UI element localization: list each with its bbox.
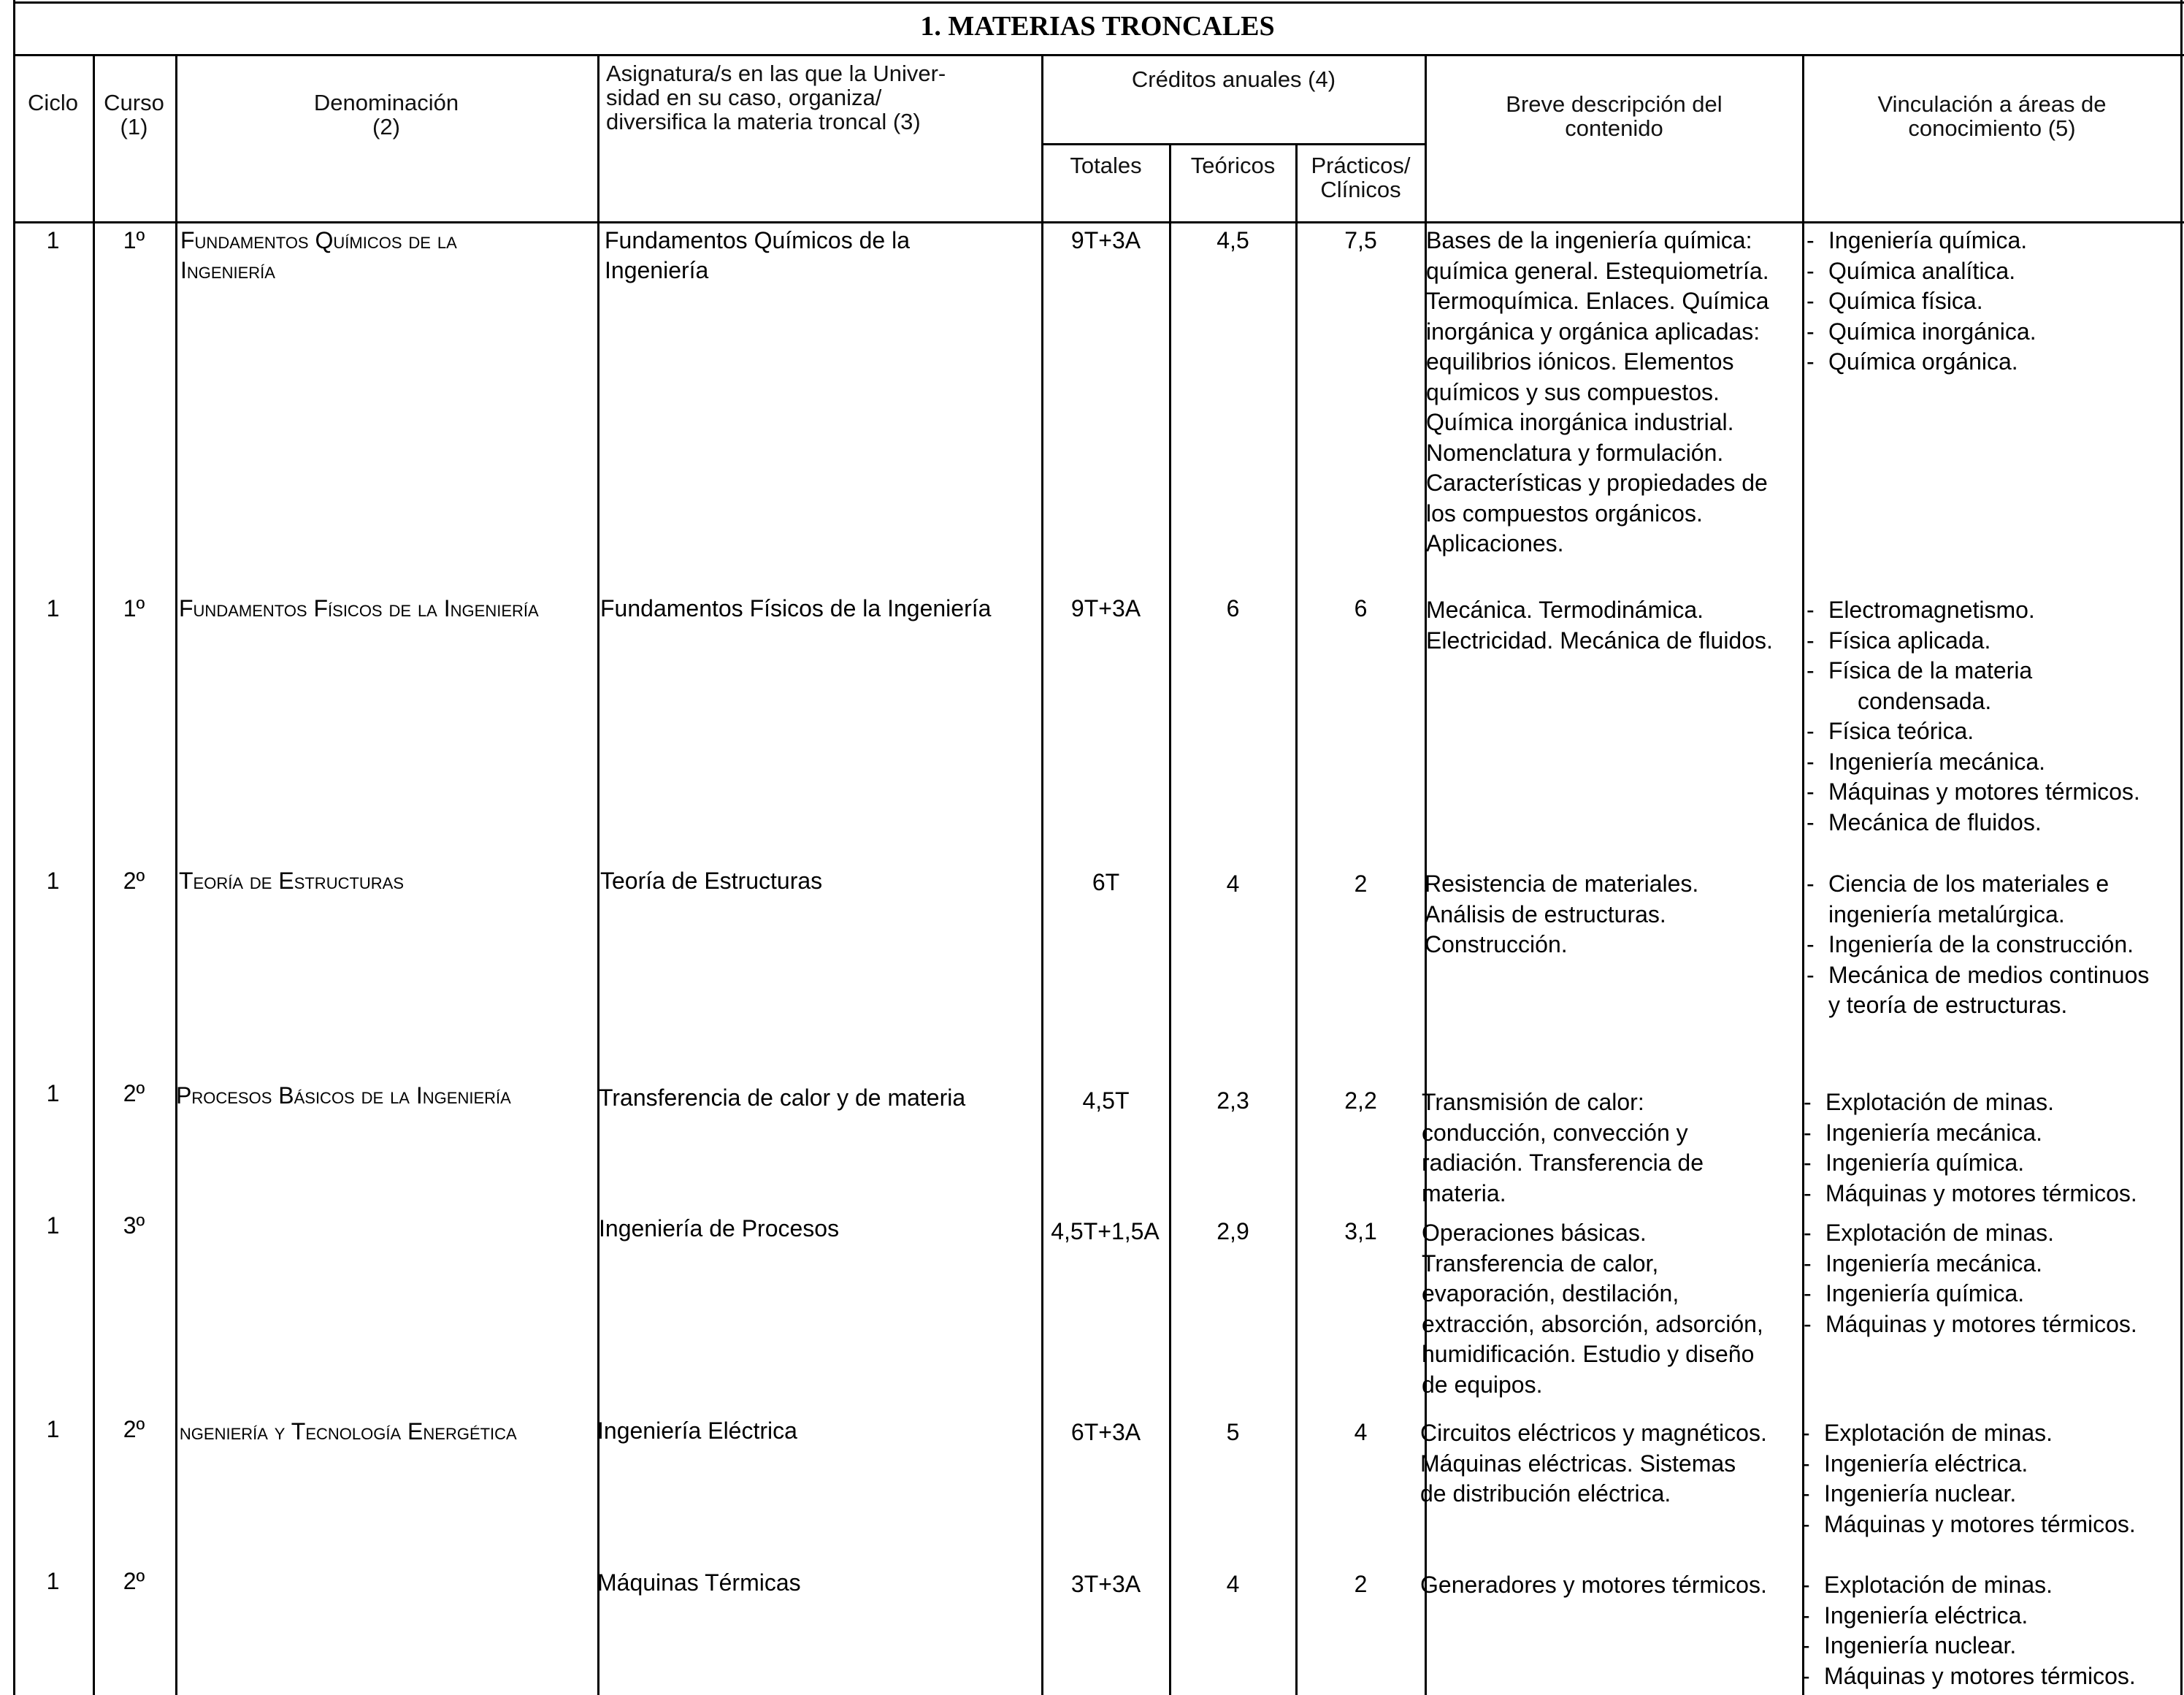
cell-ciclo: 1: [46, 1568, 60, 1594]
cell-denominacion: Teoría de Estructuras: [179, 868, 405, 894]
cell-totales: 9T+3A: [1070, 227, 1141, 253]
cell-descripcion: Resistencia de materiales. Análisis de estructuras. Construcción.: [1425, 871, 1699, 957]
cell-practicos: 2: [1354, 1571, 1368, 1597]
cell-ciclo: 1: [46, 1416, 60, 1442]
cell-descripcion: Mecánica. Termodinámica. Electricidad. Mecánica de fluidos.: [1426, 597, 1773, 654]
cell-denominacion: Ingeniería y Tecnología Energética: [173, 1418, 517, 1445]
cell-practicos: 2,2: [1344, 1087, 1377, 1114]
cell-asignatura: Ingeniería Eléctrica: [597, 1417, 797, 1444]
header-ciclo: Ciclo: [28, 90, 78, 115]
cell-asignatura: Fundamentos Químicos de la Ingeniería: [605, 227, 910, 283]
cell-vinculacion: - Explotación de minas. - Ingeniería eléctrica. - Ingeniería nuclear. - Máquinas y motores térmicos.: [1802, 1572, 2136, 1689]
header-asignatura: Asignatura/s en las que la Univer- sidad en su caso, organiza/ diversifica la materia troncal (3): [606, 61, 946, 134]
cell-denominacion: Fundamentos Químicos de la Ingeniería: [180, 227, 457, 283]
header-curso: Curso (1): [104, 90, 164, 139]
header-vinculacion: Vinculación a áreas de conocimiento (5): [1877, 91, 2107, 141]
col-line-5: [1169, 145, 1171, 1695]
cell-teoricos: 2,3: [1216, 1087, 1249, 1114]
cell-ciclo: 1: [46, 1080, 60, 1106]
cell-curso: 1º: [123, 595, 145, 621]
title-bottom-border: [13, 54, 2184, 56]
cell-vinculacion: - Explotación de minas. - Ingeniería mecánica. - Ingeniería química. - Máquinas y motores térmicos.: [1804, 1220, 2137, 1337]
cell-practicos: 3,1: [1344, 1218, 1377, 1244]
cell-ciclo: 1: [46, 595, 60, 621]
cell-teoricos: 4,5: [1216, 227, 1249, 253]
header-descripcion: Breve descripción del contenido: [1506, 91, 1723, 141]
cell-ciclo: 1: [46, 1212, 60, 1239]
cell-descripcion: Generadores y motores térmicos.: [1420, 1572, 1767, 1598]
cell-totales: 3T+3A: [1070, 1571, 1141, 1597]
col-line-6: [1295, 145, 1298, 1695]
cell-ciclo: 1: [46, 868, 60, 894]
cell-practicos: 2: [1354, 871, 1368, 897]
cell-descripcion: Operaciones básicas. Transferencia de calor, evaporación, destilación, extracción, absorción, adsorción, humidificación. Estudio y diseño de equipos.: [1422, 1220, 1763, 1398]
cell-vinculacion: - Electromagnetismo. - Física aplicada. - Física de la materia condensada. - Física teórica. - Ingeniería mecánica. - Máquinas y motores térmicos. - Mecánica de fluidos.: [1806, 597, 2140, 835]
cell-curso: 1º: [123, 227, 145, 253]
cell-denominacion: Procesos Básicos de la Ingeniería: [176, 1082, 511, 1109]
cell-practicos: 7,5: [1344, 227, 1377, 253]
table-top-border: [13, 1, 2184, 4]
cell-practicos: 6: [1354, 595, 1368, 621]
cell-vinculacion: - Ingeniería química. - Química analítica. - Química física. - Química inorgánica. - Química orgánica.: [1806, 227, 2037, 375]
cell-vinculacion: - Explotación de minas. - Ingeniería eléctrica. - Ingeniería nuclear. - Máquinas y motores térmicos.: [1802, 1420, 2136, 1537]
cell-vinculacion: - Explotación de minas. - Ingeniería mecánica. - Ingeniería química. - Máquinas y motores térmicos.: [1804, 1089, 2137, 1206]
cell-curso: 2º: [123, 1080, 145, 1106]
page-title: 1. MATERIAS TRONCALES: [920, 11, 1275, 42]
cell-curso: 2º: [123, 868, 145, 894]
cell-curso: 3º: [123, 1212, 145, 1239]
header-bottom-border: [13, 221, 2184, 223]
cell-curso: 2º: [123, 1568, 145, 1594]
cell-asignatura: Máquinas Térmicas: [597, 1569, 801, 1596]
cell-teoricos: 2,9: [1216, 1218, 1249, 1244]
header-totales: Totales: [1070, 153, 1142, 178]
cell-curso: 2º: [123, 1416, 145, 1442]
cell-asignatura: Teoría de Estructuras: [600, 868, 823, 894]
cell-asignatura: Ingeniería de Procesos: [599, 1215, 840, 1241]
header-creditos: Créditos anuales (4): [1131, 66, 1336, 92]
cell-descripcion: Transmisión de calor: conducción, convección y radiación. Transferencia de materia.: [1422, 1089, 1704, 1206]
cell-totales: 6T+3A: [1070, 1419, 1141, 1445]
cell-teoricos: 5: [1226, 1419, 1240, 1445]
cell-descripcion: Bases de la ingeniería química: química general. Estequiometría. Termoquímica. Enlaces. Química inorgánica y orgánica aplicadas: equilibrios iónicos. Elementos químicos y sus compuestos. Química inorgánica industrial. Nomenclatura y formulación. Características y propiedades de los compuestos orgánicos. Aplicaciones.: [1426, 227, 1769, 556]
cell-asignatura: Transferencia de calor y de materia: [599, 1084, 966, 1111]
cell-vinculacion: - Ciencia de los materiales e ingeniería metalúrgica. - Ingeniería de la construcción. - Mecánica de medios continuos y teoría de estructuras.: [1806, 871, 2150, 1018]
header-denominacion: Denominación (2): [313, 90, 459, 139]
creditos-divider: [1043, 143, 1425, 145]
col-line-3: [597, 56, 599, 1695]
cell-totales: 6T: [1092, 869, 1120, 895]
cell-totales: 4,5T: [1082, 1087, 1130, 1114]
cell-asignatura: Fundamentos Físicos de la Ingeniería: [600, 595, 992, 621]
cell-totales: 4,5T+1,5A: [1051, 1218, 1160, 1244]
cell-teoricos: 4: [1226, 871, 1240, 897]
col-line-9: [2180, 0, 2183, 1695]
cell-teoricos: 4: [1226, 1571, 1240, 1597]
cell-practicos: 4: [1354, 1419, 1368, 1445]
cell-teoricos: 6: [1226, 595, 1240, 621]
cell-descripcion: Circuitos eléctricos y magnéticos. Máquinas eléctricas. Sistemas de distribución eléctrica.: [1420, 1420, 1767, 1507]
cell-totales: 9T+3A: [1070, 595, 1141, 621]
cell-denominacion: Fundamentos Físicos de la Ingeniería: [179, 595, 539, 621]
cell-ciclo: 1: [46, 227, 60, 253]
header-teoricos: Teóricos: [1190, 153, 1276, 178]
header-practicos: Prácticos/ Clínicos: [1311, 153, 1411, 202]
col-line-2: [175, 56, 177, 1695]
